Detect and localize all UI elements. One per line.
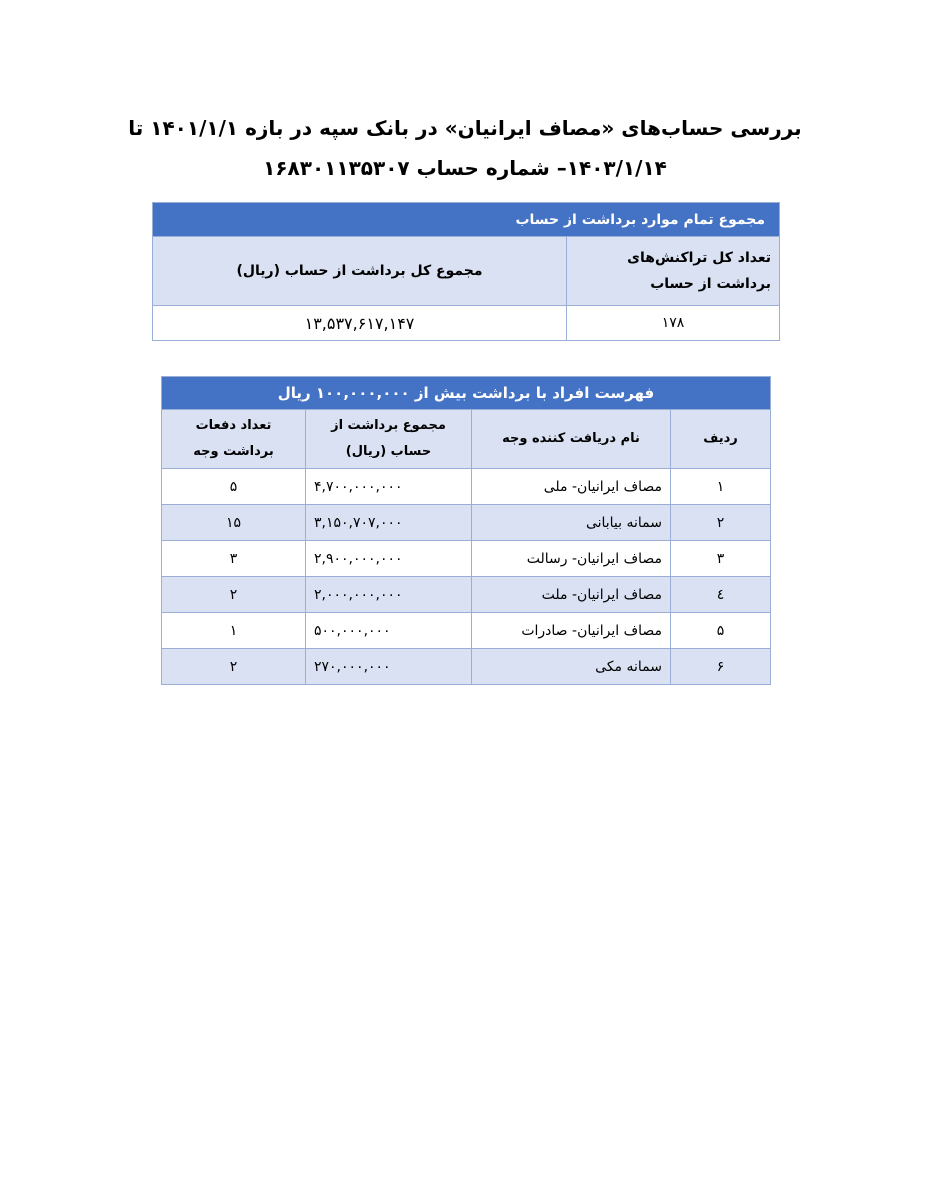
row-number: ۶ [671,649,771,685]
withdrawal-count-header: تعداد دفعات برداشت وجه [162,410,306,469]
withdrawal-total: ۲,۹۰۰,۰۰۰,۰۰۰ [306,541,472,577]
recipient-name: مصاف ایرانیان- صادرات [472,613,671,649]
total-withdrawal-header: مجموع کل برداشت از حساب (ریال) [153,237,567,306]
withdrawal-total-header: مجموع برداشت از حساب (ریال) [306,410,472,469]
recipient-name: سمانه مکی [472,649,671,685]
withdrawal-count: ۲ [162,649,306,685]
row-number: ۱ [671,469,771,505]
persons-table [161,376,771,685]
table-row [162,541,771,577]
transaction-count-header: تعداد کل تراکنش‌های برداشت از حساب [567,237,780,306]
row-number: ۵ [671,613,771,649]
table-row [162,577,771,613]
recipient-name: مصاف ایرانیان- رسالت [472,541,671,577]
recipient-name: مصاف ایرانیان- ملی [472,469,671,505]
recipient-name: مصاف ایرانیان- ملت [472,577,671,613]
table-row [162,649,771,685]
row-number: ۳ [671,541,771,577]
recipient-header: نام دریافت کننده وجه [472,410,671,469]
transaction-count-value: ۱۷۸ [567,306,780,341]
table-row [162,469,771,505]
total-withdrawal-value: ۱۳,۵۳۷,۶۱۷,۱۴۷ [153,306,567,341]
withdrawal-total: ۲۷۰,۰۰۰,۰۰۰ [306,649,472,685]
row-number-header: ردیف [671,410,771,469]
recipient-name: سمانه بیابانی [472,505,671,541]
withdrawal-count: ۱ [162,613,306,649]
summary-table [152,202,780,341]
row-number: ۲ [671,505,771,541]
withdrawal-count: ۱۵ [162,505,306,541]
withdrawal-total: ۲,۰۰۰,۰۰۰,۰۰۰ [306,577,472,613]
withdrawal-total: ۵۰۰,۰۰۰,۰۰۰ [306,613,472,649]
page-title: بررسی حساب‌های «مصاف ایرانیان» در بانک سپه در بازه ۱۴۰۱/۱/۱ تا ۱۴۰۳/۱/۱۴– شماره حساب ۱۶۸۳۰۱۱۳۵۳۰۷ [128,116,802,180]
summary-table-caption: مجموع تمام موارد برداشت از حساب [153,203,780,237]
withdrawal-count: ۳ [162,541,306,577]
table-row [162,613,771,649]
row-number: ٤ [671,577,771,613]
persons-table-caption: فهرست افراد با برداشت بیش از ۱۰۰,۰۰۰,۰۰۰ ریال [162,377,771,410]
withdrawal-count: ۲ [162,577,306,613]
withdrawal-count: ۵ [162,469,306,505]
withdrawal-total: ۴,۷۰۰,۰۰۰,۰۰۰ [306,469,472,505]
table-row [162,505,771,541]
withdrawal-total: ۳,۱۵۰,۷۰۷,۰۰۰ [306,505,472,541]
